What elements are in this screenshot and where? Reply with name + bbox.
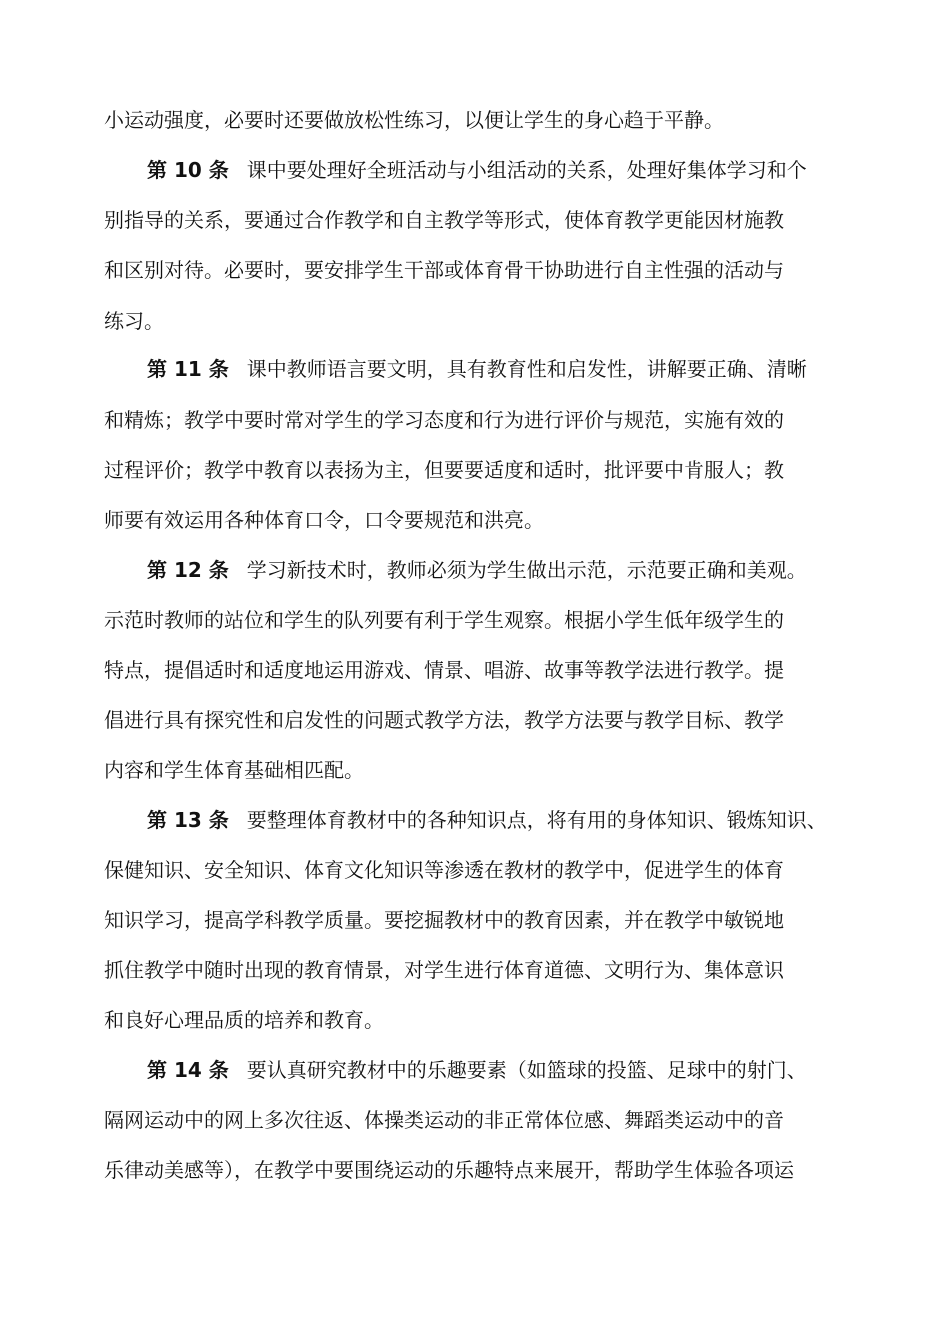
- article-14-line: 隔网运动中的网上多次往返、体操类运动的非正常体位感、舞蹈类运动中的音: [104, 1108, 784, 1132]
- article-13-line: 知识学习，提高学科教学质量。要挖掘教材中的教育因素，并在教学中敏锐地: [104, 908, 784, 932]
- article-12-label: 第 12 条: [147, 558, 229, 582]
- article-13-line: 和良好心理品质的培养和教育。: [104, 1008, 384, 1032]
- article-10-line: 练习。: [104, 309, 164, 333]
- article-12-line: 内容和学生体育基础相匹配。: [104, 758, 364, 782]
- article-13-heading-line: [147, 807, 827, 833]
- article-12-line: 示范时教师的站位和学生的队列要有利于学生观察。根据小学生低年级学生的: [104, 608, 784, 632]
- article-13-line: 抓住教学中随时出现的教育情景，对学生进行体育道德、文明行为、集体意识: [104, 958, 784, 982]
- article-11-line: 和精炼；教学中要时常对学生的学习态度和行为进行评价与规范，实施有效的: [104, 408, 784, 432]
- article-10-line: 别指导的关系，要通过合作教学和自主教学等形式，使体育教学更能因材施教: [104, 208, 784, 232]
- article-11-label: 第 11 条: [147, 357, 229, 381]
- article-12-heading-line: [147, 557, 807, 583]
- article-11-heading-line: [147, 356, 807, 382]
- intro-line: 小运动强度，必要时还要做放松性练习，以便让学生的身心趋于平静。: [104, 108, 724, 132]
- article-10-heading-line: [147, 157, 807, 183]
- article-14-label: 第 14 条: [147, 1058, 229, 1082]
- article-10-first-line: 课中要处理好全班活动与小组活动的关系，处理好集体学习和个: [246, 158, 807, 182]
- article-14-line: 乐律动美感等），在教学中要围绕运动的乐趣特点来展开，帮助学生体验各项运: [104, 1158, 794, 1182]
- article-12-line: 倡进行具有探究性和启发性的问题式教学方法，教学方法要与教学目标、教学: [104, 708, 784, 732]
- article-11-first-line: 课中教师语言要文明，具有教育性和启发性，讲解要正确、清晰: [246, 357, 807, 381]
- article-11-line: 师要有效运用各种体育口令，口令要规范和洪亮。: [104, 508, 544, 532]
- article-13-first-line: 要整理体育教材中的各种知识点，将有用的身体知识、锻炼知识、: [246, 808, 827, 832]
- article-13-label: 第 13 条: [147, 808, 229, 832]
- article-14-heading-line: [147, 1057, 807, 1083]
- article-10-line: 和区别对待。必要时，要安排学生干部或体育骨干协助进行自主性强的活动与: [104, 258, 784, 282]
- article-14-first-line: 要认真研究教材中的乐趣要素（如篮球的投篮、足球中的射门、: [246, 1058, 807, 1082]
- article-12-first-line: 学习新技术时，教师必须为学生做出示范，示范要正确和美观。: [246, 558, 807, 582]
- article-12-line: 特点，提倡适时和适度地运用游戏、情景、唱游、故事等教学法进行教学。提: [104, 658, 784, 682]
- article-10-label: 第 10 条: [147, 158, 229, 182]
- article-13-line: 保健知识、安全知识、体育文化知识等渗透在教材的教学中，促进学生的体育: [104, 858, 784, 882]
- article-11-line: 过程评价；教学中教育以表扬为主，但要要适度和适时，批评要中肯服人；教: [104, 458, 784, 482]
